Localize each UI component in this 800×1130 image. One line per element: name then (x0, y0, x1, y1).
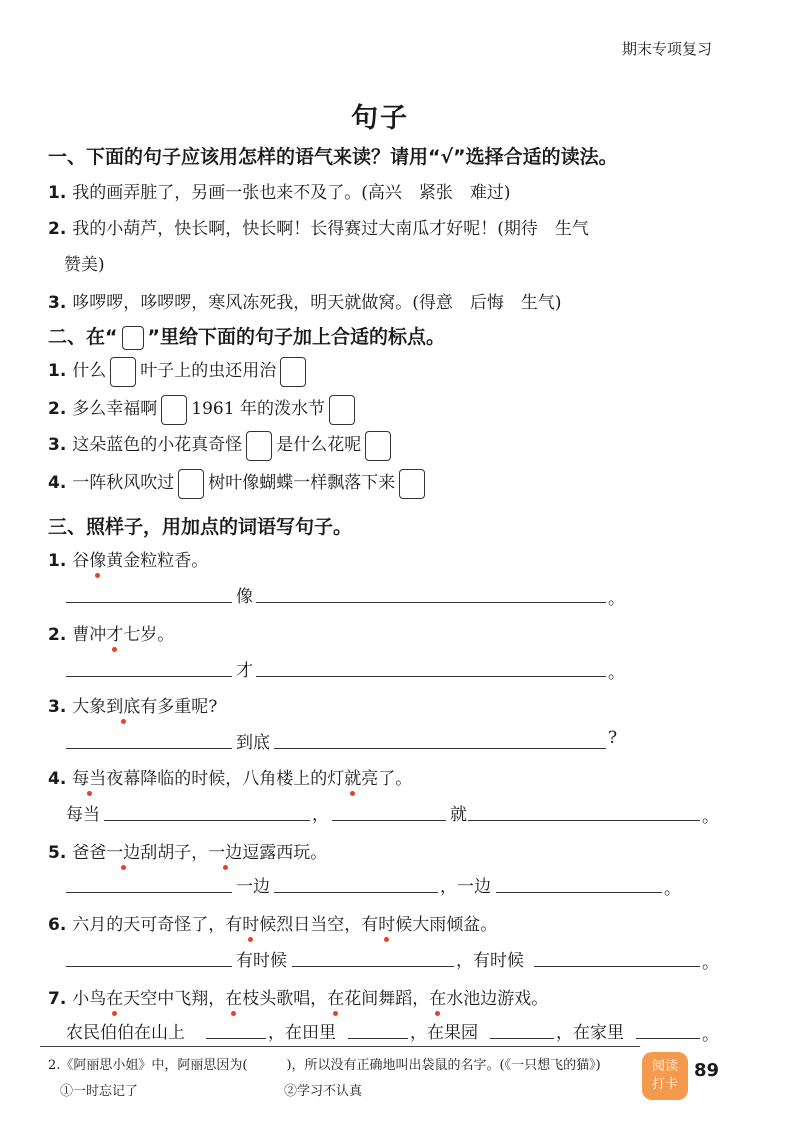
answer-blank[interactable] (274, 892, 438, 893)
section1-heading: 一、下面的句子应该用怎样的语气来读？请用“√”选择合适的读法。 (48, 146, 618, 168)
s3-7-p3: ，在果园 (410, 1023, 478, 1043)
s3-item-4: 4. 每当夜幕降临的时候，八角楼上的灯就亮了。 (48, 769, 413, 789)
s1-item-3: 3. 哆啰啰，哆啰啰，寒风冻死我，明天就做窝。(得意 后悔 生气) (48, 293, 562, 313)
s3-4-word1: 每当 (66, 805, 100, 825)
answer-blank[interactable] (332, 820, 446, 821)
s1-item-2-cont: 赞美) (64, 255, 105, 275)
answer-blank[interactable] (490, 1038, 554, 1039)
punctuation-box[interactable] (110, 357, 136, 387)
s3-4-comma: ， (312, 805, 329, 825)
punctuation-box[interactable] (365, 431, 391, 461)
s3-2-end: 。 (608, 663, 625, 683)
s3-3-end: ? (608, 728, 618, 748)
s3-3-word: 到底 (236, 733, 270, 753)
s3-7-end: 。 (702, 1025, 719, 1045)
bracket-box-icon (122, 326, 144, 350)
s3-1-word: 像 (236, 587, 253, 607)
answer-blank[interactable] (66, 602, 232, 603)
answer-blank[interactable] (636, 1038, 700, 1039)
footer-option-2[interactable]: ②学习不认真 (284, 1084, 363, 1099)
s2-item-1: 1. 什么 叶子上的虫还用治 (48, 356, 310, 387)
answer-blank[interactable] (256, 676, 606, 677)
section3-heading: 三、照样子，用加点的词语写句子。 (48, 516, 353, 538)
s3-5-word1: 一边 (236, 877, 270, 897)
s3-7-p1: 农民伯伯在山上 (66, 1023, 185, 1043)
punctuation-box[interactable] (399, 469, 425, 499)
s3-2-word: 才 (236, 661, 253, 681)
footer-option-1[interactable]: ①一时忘记了 (60, 1084, 139, 1099)
punctuation-box[interactable] (161, 395, 187, 425)
badge-line-2: 打卡 (651, 1077, 678, 1092)
answer-blank[interactable] (66, 892, 232, 893)
s3-6-word2: ，有时候 (456, 951, 524, 971)
badge-line-1: 阅读 (651, 1059, 678, 1074)
s3-1-end: 。 (608, 589, 625, 609)
s2-item-4: 4. 一阵秋风吹过 树叶像蝴蝶一样飘落下来 (48, 468, 429, 499)
answer-blank[interactable] (274, 748, 606, 749)
answer-blank[interactable] (468, 820, 700, 821)
s3-5-end: 。 (664, 879, 681, 899)
s3-5-word2: ，一边 (440, 877, 491, 897)
page-number: 89 (694, 1060, 720, 1081)
s3-item-5: 5. 爸爸一边刮胡子，一边逗露西玩。 (48, 843, 328, 863)
page-title: 句子 (351, 103, 409, 134)
s3-7-p2: ，在田里 (268, 1023, 336, 1043)
punctuation-box[interactable] (178, 469, 204, 499)
answer-blank[interactable] (66, 966, 232, 967)
s3-6-end: 。 (702, 953, 719, 973)
answer-blank[interactable] (66, 676, 232, 677)
s3-item-2: 2. 曹冲才七岁。 (48, 625, 175, 645)
answer-blank[interactable] (496, 892, 662, 893)
s3-item-1: 1. 谷像黄金粒粒香。 (48, 551, 209, 571)
punctuation-box[interactable] (329, 395, 355, 425)
section2-heading: 二、在“ ”里给下面的句子加上合适的标点。 (48, 326, 445, 348)
answer-blank[interactable] (292, 966, 454, 967)
answer-blank[interactable] (534, 966, 700, 967)
s3-item-7: 7. 小鸟在天空中飞翔，在枝头歌唱，在花间舞蹈，在水池边游戏。 (48, 989, 549, 1009)
s2-item-3: 3. 这朵蓝色的小花真奇怪 是什么花呢 (48, 430, 395, 461)
punctuation-box[interactable] (280, 357, 306, 387)
reading-checkin-badge (642, 1052, 688, 1100)
header-tag: 期末专项复习 (621, 40, 712, 58)
s3-item-3: 3. 大象到底有多重呢? (48, 697, 218, 717)
footer-divider (40, 1046, 640, 1047)
answer-blank[interactable] (348, 1038, 408, 1039)
answer-blank[interactable] (104, 820, 310, 821)
punctuation-box[interactable] (246, 431, 272, 461)
s2-item-2: 2. 多么幸福啊 1961 年的泼水节 (48, 394, 359, 425)
footer-question: 2.《阿丽思小姐》中，阿丽思因为( )，所以没有正确地叫出袋鼠的名字。(《一只想飞的猫》) (48, 1058, 601, 1073)
s3-4-word2: 就 (450, 805, 467, 825)
s3-6-word1: 有时候 (236, 951, 287, 971)
s3-7-p4: ，在家里 (556, 1023, 624, 1043)
s3-item-6: 6. 六月的天可奇怪了，有时候烈日当空，有时候大雨倾盆。 (48, 915, 498, 935)
answer-blank[interactable] (256, 602, 606, 603)
answer-blank[interactable] (206, 1038, 266, 1039)
s1-item-2: 2. 我的小葫芦，快长啊，快长啊！长得赛过大南瓜才好呢！(期待 生气 (48, 219, 589, 239)
answer-blank[interactable] (66, 748, 232, 749)
s1-item-1: 1. 我的画弄脏了，另画一张也来不及了。(高兴 紧张 难过) (48, 183, 511, 203)
s3-4-end: 。 (702, 807, 719, 827)
